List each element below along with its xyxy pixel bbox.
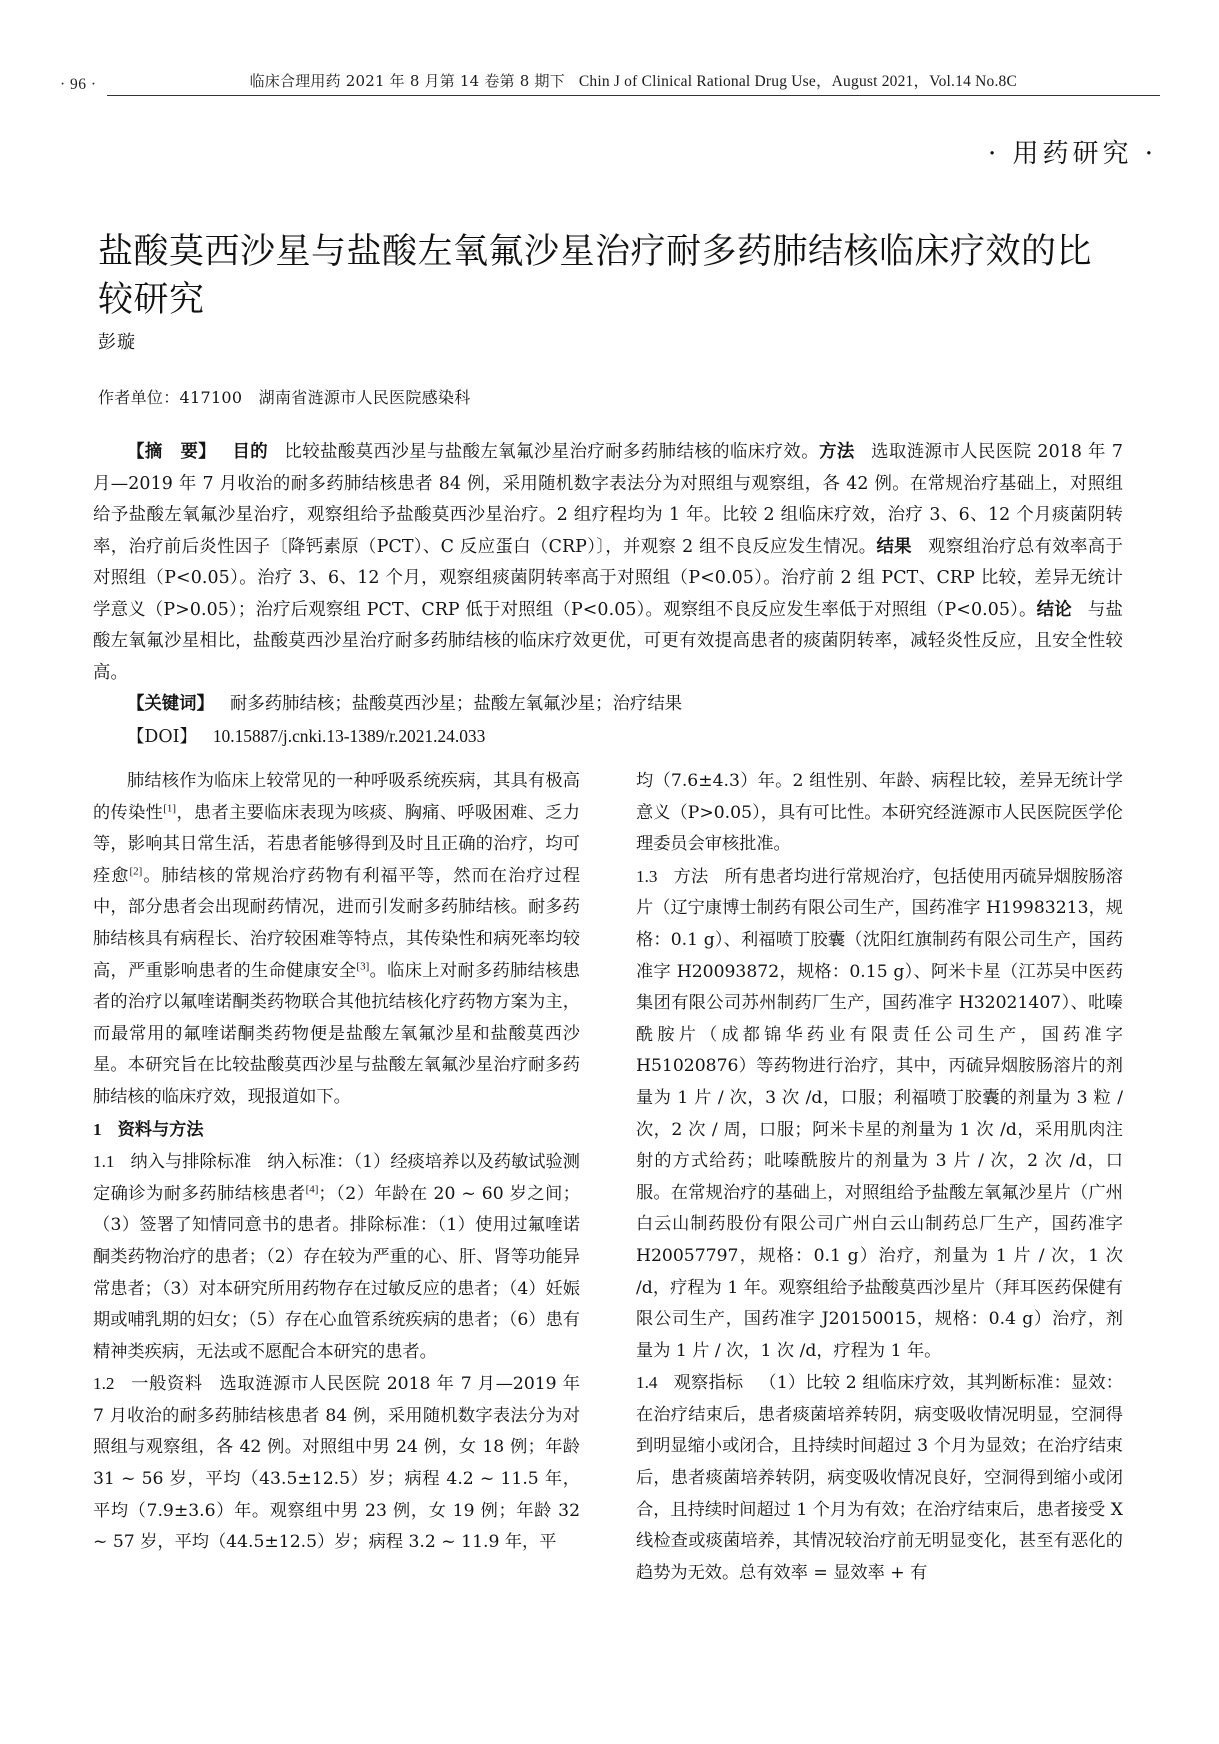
reference-marker-3: [3] xyxy=(356,959,370,972)
section-1-3-text: 所有患者均进行常规治疗，包括使用丙硫异烟胺肠溶片（辽宁康博士制药有限公司生产，国药准字 H19983213，规格：0.1 g）、利福喷丁胶囊（沈阳红旗制药有限公司生产，国药准字 H20093872，规格：0.15 g）、阿米卡星（江苏吴中医药集团有限公司苏州制药厂生产，国药准字 H32021407）、吡嗪酰胺片（成都锦华药业有限责任公司生产，国药准字 H51020876）等药物进行治疗，其中，丙硫异烟胺肠溶片的剂量为 1 片 / 次，3 次 /d，口服；利福喷丁胶囊的剂量为 3 粒 / 次，2 次 / 周，口服；阿米卡星的剂量为 1 次 /d，采用肌肉注射的方式给药；吡嗪酰胺片的剂量为 3 片 / 次，2 次 /d，口服。在常规治疗的基础上，对照组给予盐酸左氧氟沙星片（广州白云山制药股份有限公司广州白云山制药总厂生产，国药准字 H20057797，规格：0.1 g）治疗，剂量为 1 片 / 次，1 次 /d，疗程为 1 年。观察组给予盐酸莫西沙星片（拜耳医药保健有限公司生产，国药准字 J20150015，规格：0.4 g）治疗，剂量为 1 片 / 次，1 次 /d，疗程为 1 年。 xyxy=(636,866,1123,1361)
section-1-1-text-a: 纳入标准：（1）经痰培养以及药敏试验测定确诊为耐多药肺结核患者 xyxy=(93,1152,580,1204)
section-1-2 xyxy=(93,1368,580,1559)
reference-marker-4: [4] xyxy=(305,1182,319,1195)
section-1-3-number: 1.3 xyxy=(636,866,658,886)
section-1-4-text: （1）比较 2 组临床疗效，其判断标准：显效：在治疗结束后，患者痰菌培养转阴，病变吸收情况明显，空洞得到明显缩小或闭合，且持续时间超过 3 个月为显效；在治疗结束后，患者痰菌培养转阴，病变吸收情况良好，空洞得到缩小或闭合，且持续时间超过 1 个月为有效；在治疗结束后，患者接受 X 线检查或痰菌培养，其情况较治疗前无明显变化，甚至有恶化的趋势为无效。总有效率 = 显效率 + 有 xyxy=(636,1373,1123,1583)
reference-marker-2: [2] xyxy=(129,865,143,878)
running-head xyxy=(60,62,1160,96)
running-head-text xyxy=(250,69,1017,95)
running-head-divider xyxy=(107,95,1160,96)
keywords-line xyxy=(93,689,1123,721)
section-heading-1-number: 1 xyxy=(93,1119,102,1139)
section-heading-1-text: 资料与方法 xyxy=(117,1119,204,1140)
intro-text-b: ，患者主要临床表现为咳痰、胸痛、呼吸困难、乏力等，影响其日常生活，若患者能够得到及时且正确的治疗，均可痊愈 xyxy=(93,802,580,886)
body-columns xyxy=(93,766,1123,1706)
continued-paragraph: 均（7.6±4.3）年。2 组性别、年龄、病程比较，差异无统计学意义（P>0.05），具有可比性。本研究经涟源市人民医院医学伦理委员会审核批准。 xyxy=(636,771,1123,855)
abstract-conclusion-label: 结论 xyxy=(1036,599,1072,620)
section-1-1-text-b: ；（2）年龄在 20 ~ 60 岁之间；（3）签署了知情同意书的患者。排除标准：（1）使用过氟喹诺酮类药物治疗的患者；（2）存在较为严重的心、肝、肾等功能异常患者；（3）对本研究所用药物存在过敏反应的患者；（4）妊娠期或哺乳期的妇女；（5）存在心血管系统疾病的患者；（6）患有精神类疾病，无法或不愿配合本研究的患者。 xyxy=(93,1183,580,1362)
section-1-3 xyxy=(636,861,1123,1368)
abstract-conclusion-text: 与盐酸左氧氟沙星相比，盐酸莫西沙星治疗耐多药肺结核的临床疗效更优，可更有效提高患者的痰菌阴转率，减轻炎性反应，且安全性较高。 xyxy=(93,599,1123,683)
keywords-label: 【关键词】 xyxy=(127,694,214,714)
intro-text-c: 。肺结核的常规治疗药物有利福平等，然而在治疗过程中，部分患者会出现耐药情况，进而引发耐多药肺结核。耐多药肺结核具有病程长、治疗较困难等特点，其传染性和病死率均较高，严重影响患者的生命健康安全 xyxy=(93,865,580,981)
page-folio: · 96 · xyxy=(60,76,97,93)
right-column xyxy=(636,766,1123,1706)
section-1-2-number: 1.2 xyxy=(93,1374,115,1394)
section-1-1-number: 1.1 xyxy=(93,1152,115,1172)
doi-label: 【DOI】 xyxy=(127,726,197,747)
doi-value[interactable]: 10.15887/j.cnki.13-1389/r.2021.24.033 xyxy=(212,725,486,746)
abstract-methods-text: 选取涟源市人民医院 2018 年 7 月—2019 年 7 月收治的耐多药肺结核患者 84 例，采用随机数字表法分为对照组与观察组，各 42 例。在常规治疗基础上，对照组给予盐酸左氧氟沙星治疗，观察组给予盐酸莫西沙星治疗。2 组疗程均为 1 年。比较 2 组临床疗效，治疗 3、6、12 个月痰菌阴转率，治疗前后炎性因子〔降钙素原（PCT）、C 反应蛋白（CRP）〕，并观察 2 组不良反应发生情况。 xyxy=(93,442,1123,557)
section-1-4-title: 观察指标 xyxy=(673,1373,744,1394)
section-1-2-text: 选取涟源市人民医院 2018 年 7 月—2019 年 7 月收治的耐多药肺结核患者 84 例，采用随机数字表法分为对照组与观察组，各 42 例。对照组中男 24 例，女 18 例；年龄 31 ~ 56 岁，平均（43.5±12.5）岁；病程 4.2 ~ 11.5 年，平均（7.9±3.6）年。观察组中男 23 例，女 19 例；年龄 32 ~ 57 岁，平均（44.5±12.5）岁；病程 3.2 ~ 11.9 年，平 xyxy=(93,1374,580,1553)
page-title: 盐酸莫西沙星与盐酸左氧氟沙星治疗耐多药肺结核临床疗效的比较研究 xyxy=(98,232,1093,321)
section-marker: · 用药研究 · xyxy=(987,139,1157,169)
running-head-rule-group xyxy=(107,69,1160,96)
section-1-2-title: 一般资料 xyxy=(130,1374,203,1395)
section-1-3-title: 方法 xyxy=(673,866,709,887)
keywords-value: 耐多药肺结核；盐酸莫西沙星；盐酸左氧氟沙星；治疗结果 xyxy=(229,694,683,714)
section-1-4 xyxy=(636,1367,1123,1589)
abstract-methods-label: 方法 xyxy=(819,442,855,462)
running-head-journal-en: Chin J of Clinical Rational Drug Use，August 2021，Vol.14 No.8C xyxy=(578,73,1018,90)
abstract-paragraph xyxy=(93,437,1123,689)
section-1-1-title: 纳入与排除标准 xyxy=(130,1152,252,1173)
author-name: 彭璇 xyxy=(98,332,136,353)
abstract-block xyxy=(93,437,1123,753)
abstract-label: 【摘 要】 xyxy=(127,442,217,462)
intro-paragraph xyxy=(93,766,580,1114)
reference-marker-1: [1] xyxy=(163,801,177,814)
left-column xyxy=(93,766,580,1706)
abstract-objective-text: 比较盐酸莫西沙星与盐酸左氧氟沙星治疗耐多药肺结核的临床疗效。 xyxy=(284,442,820,462)
abstract-objective-label: 目的 xyxy=(232,442,269,462)
abstract-results-text: 观察组治疗总有效率高于对照组（P<0.05）。治疗 3、6、12 个月，观察组痰菌阴转率高于对照组（P<0.05）。治疗前 2 组 PCT、CRP 比较，差异无统计学意义（P>0.05）；治疗后观察组 PCT、CRP 低于对照组（P<0.05）。观察组不良反应发生率低于对照组（P<0.05）。 xyxy=(93,536,1123,620)
section-1-1 xyxy=(93,1146,580,1368)
running-head-journal-cn: 临床合理用药 2021 年 8 月第 14 卷第 8 期下 xyxy=(249,72,565,90)
author-affiliation: 作者单位：417100 湖南省涟源市人民医院感染科 xyxy=(98,388,471,407)
section-heading-1 xyxy=(93,1114,580,1147)
doi-line xyxy=(93,721,1123,754)
section-1-4-number: 1.4 xyxy=(636,1373,658,1393)
intro-text-a: 肺结核作为临床上较常见的一种呼吸系统疾病，其具有极高的传染性 xyxy=(93,771,580,823)
intro-text-d: 。临床上对耐多药肺结核患者的治疗以氟喹诺酮类药物联合其他抗结核化疗药物方案为主，而最常用的氟喹诺酮类药物便是盐酸左氧氟沙星和盐酸莫西沙星。本研究旨在比较盐酸莫西沙星与盐酸左氧氟沙星治疗耐多药肺结核的临床疗效，现报道如下。 xyxy=(93,960,580,1107)
abstract-results-label: 结果 xyxy=(876,536,912,557)
